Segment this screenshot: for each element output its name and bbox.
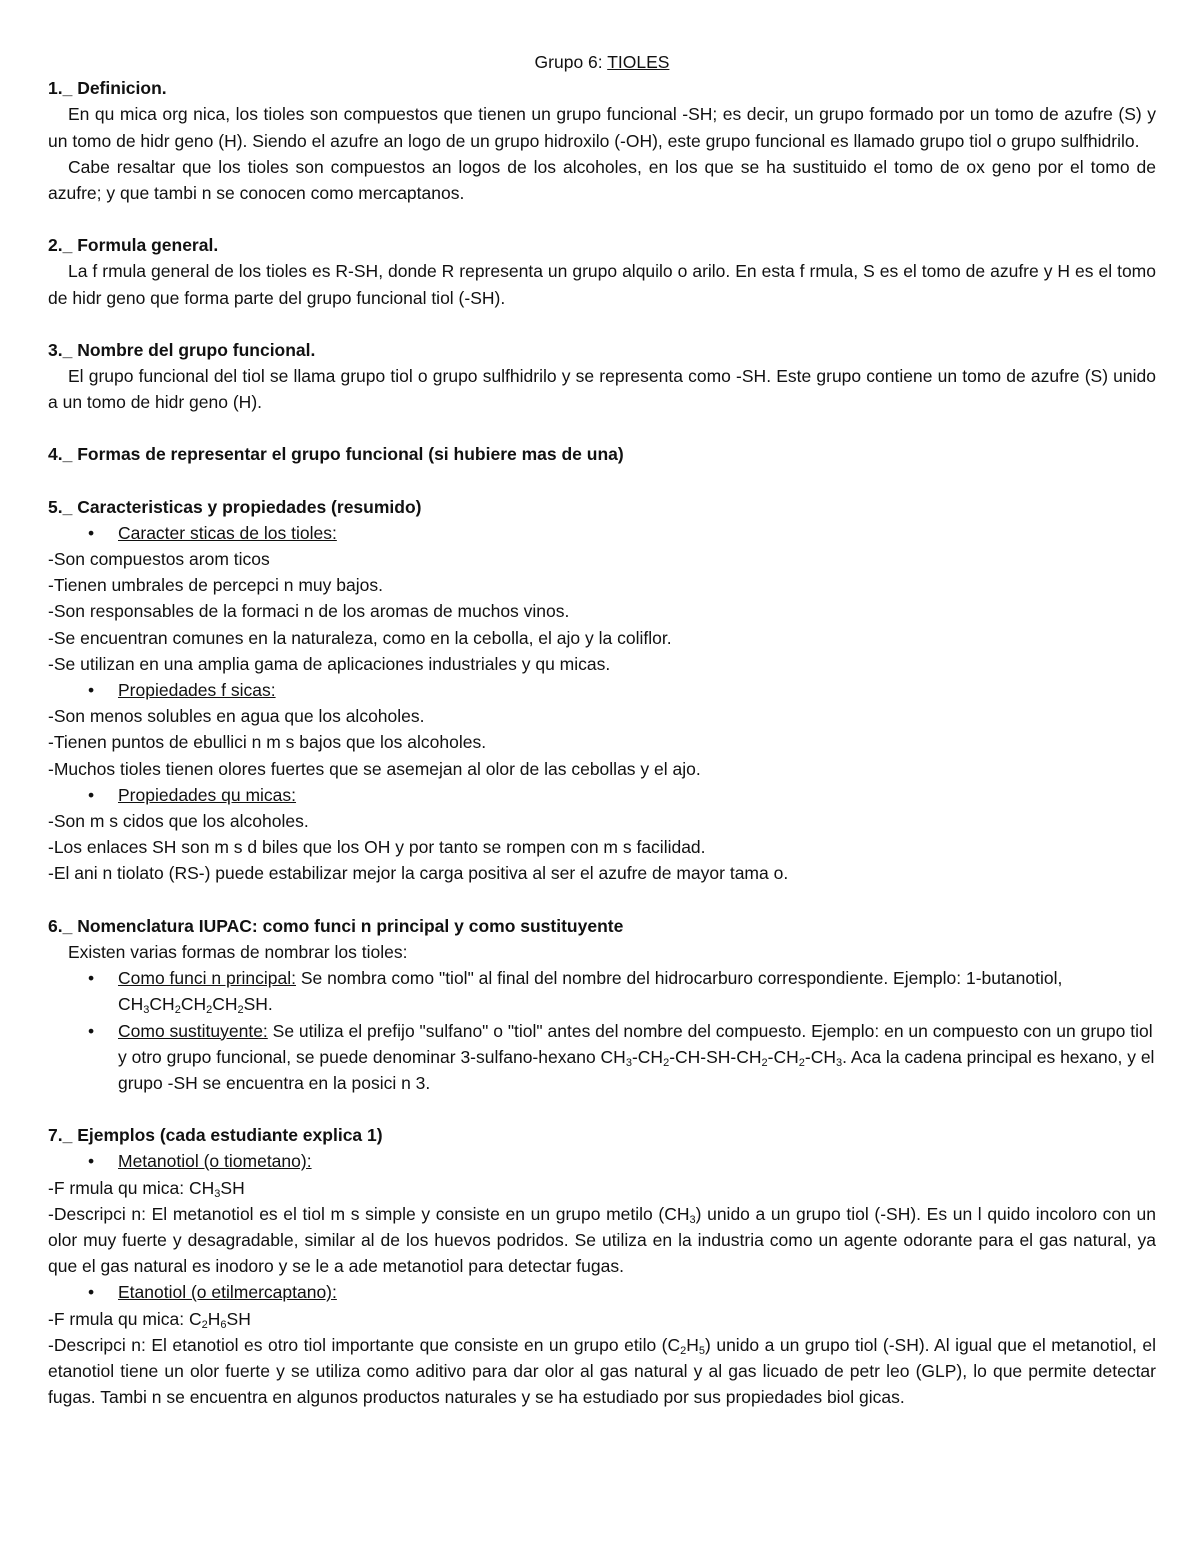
nomenclature-list [48, 965, 1156, 1096]
description-etanotiol: -Descripci n: El etanotiol es otro tiol importante que consiste en un grupo etilo $(C_2H_5)$ unido a un grupo tiol (-SH). Al igual que el metanotiol, el etanotiol tiene un olor fuerte y se utiliza como aditivo para dar olor al gas natural y al gas licuado de petr leo (GLP), lo que permite detectar fugas. Tambi n se encuentra en algunos productos naturales y se ha estudiado por sus propiedades biol gicas. [48, 1334, 1157, 1408]
bullet-item-sustituyente [48, 1018, 1156, 1097]
description-metanotiol: -Descripci n: El metanotiol es el tiol m s simple y consiste en un grupo metilo $(CH_3)$ unido a un grupo tiol (-SH). Es un l quido incoloro con un olor muy fuerte y desagradable, similar al de los huevos podridos. Se utiliza en la industria como un agente odorante para el gas natural, ya que el gas natural es inodoro y se le a ade metanotiol para detectar fugas. [48, 1203, 1156, 1277]
section-1-heading: 1._ Definicion. [48, 78, 167, 99]
list-item: -Se encuentran comunes en la naturaleza, como en la cebolla, el ajo y la coliflor. [48, 627, 672, 648]
bullet-item [48, 520, 1156, 546]
section-1-paragraph-2: Cabe resaltar que los tioles son compuestos an logos de los alcoholes, en los que se ha sustituido el tomo de ox geno por el tomo de azufre; y que tambi n se conocen como mercaptanos. [48, 156, 1156, 204]
list-item: -Los enlaces SH son m s d biles que los OH y por tanto se rompen con m s facilidad. [48, 837, 706, 858]
group-title-caracteristicas: Caracter sticas de los tioles: [118, 522, 337, 543]
bullet-item [48, 677, 1156, 703]
label-funcion-principal: Como funci n principal: [118, 968, 296, 989]
list-item: -Son compuestos arom ticos [48, 549, 270, 570]
bullet-list [48, 520, 1156, 546]
list-item: -Se utilizan en una amplia gama de aplicaciones industriales y qu micas. [48, 653, 611, 674]
bullet-icon: • [88, 784, 95, 805]
label-sustituyente: Como sustituyente: [118, 1020, 268, 1041]
section-4-heading: 4._ Formas de representar el grupo funcional (si hubiere mas de una) [48, 444, 624, 465]
bullet-item-principal [48, 965, 1156, 1017]
bullet-list [48, 677, 1156, 703]
group-title-quimicas: Propiedades qu micas: [118, 784, 297, 805]
bullet-item [48, 782, 1156, 808]
text-funcion-principal: Se nombra como "tiol" al final del nombre del hidrocarburo correspondiente. Ejemplo: 1-butanotiol, [296, 968, 1063, 989]
bullet-icon: • [88, 1282, 95, 1303]
section-6-intro: Existen varias formas de nombrar los tioles: [68, 941, 408, 962]
title-prefix: Grupo 6: [534, 52, 608, 72]
list-item: -Son responsables de la formaci n de los aromas de muchos vinos. [48, 601, 570, 622]
bullet-icon: • [88, 1151, 95, 1172]
bullet-list [48, 1279, 1156, 1305]
formula-hexano: $CH_3-CH_2-CH-SH-CH_2-CH_2-CH_3$. [600, 1046, 848, 1069]
bullet-item [48, 1279, 1156, 1305]
section-2-heading: 2._ Formula general. [48, 235, 219, 256]
title-topic: TIOLES [607, 52, 670, 72]
bullet-icon: • [88, 522, 95, 543]
formula-line-metanotiol: -F rmula qu mica: $CH_3SH$ [48, 1177, 245, 1200]
bullet-icon: • [88, 680, 95, 701]
example-title-metanotiol: Metanotiol (o tiometano): [118, 1151, 312, 1172]
section-2-paragraph: La f rmula general de los tioles es R-SH, donde R representa un grupo alquilo o arilo. En esta f rmula, S es el tomo de azufre y H es el tomo de hidr geno que forma parte del grupo funcional tiol (-SH). [48, 261, 1156, 308]
list-item: -El ani n tiolato (RS-) puede estabilizar mejor la carga positiva al ser el azufre de mayor tama o. [48, 863, 789, 884]
group-title-fisicas: Propiedades f sicas: [118, 680, 276, 701]
list-item: -Tienen puntos de ebullici n m s bajos que los alcoholes. [48, 732, 487, 753]
bullet-icon: • [88, 968, 95, 989]
list-item: -Son menos solubles en agua que los alcoholes. [48, 706, 425, 727]
bullet-list [48, 1148, 1156, 1174]
section-3-paragraph: El grupo funcional del tiol se llama grupo tiol o grupo sulfhidrilo y se representa como -SH. Este grupo contiene un tomo de azufre (S) unido a un tomo de hidr geno (H). [48, 366, 1156, 413]
text-sustituyente-tail: Aca la cadena principal es hexano, y el grupo -SH se encuentra en la posici n 3. [118, 1046, 1155, 1093]
section-3-heading: 3._ Nombre del grupo funcional. [48, 339, 316, 360]
bullet-list [48, 782, 1156, 808]
formula-butanotiol: $CH_3CH_2CH_2CH_2SH$. [118, 994, 273, 1017]
section-7-heading: 7._ Ejemplos (cada estudiante explica 1) [48, 1125, 383, 1146]
section-6-heading: 6._ Nomenclatura IUPAC: como funci n principal y como sustituyente [48, 915, 624, 936]
text-sustituyente: Se utiliza el prefijo "sulfano" o "tiol" antes del nombre del compuesto. Ejemplo: en un compuesto con un grupo tiol y otro grupo funcional, se puede denominar 3-sulfano-hexano [118, 1020, 1153, 1067]
section-5-heading: 5._ Caracteristicas y propiedades (resumido) [48, 496, 422, 517]
document-title [48, 49, 1156, 75]
list-item: -Tienen umbrales de percepci n muy bajos. [48, 575, 383, 596]
bullet-icon: • [88, 1020, 95, 1041]
section-1-paragraph-1: En qu mica org nica, los tioles son compuestos que tienen un grupo funcional -SH; es decir, un grupo formado por un tomo de azufre (S) y un tomo de hidr geno (H). Siendo el azufre an logo de un grupo hidroxilo (-OH), este grupo funcional es llamado grupo tiol o grupo sulfhidrilo. [48, 104, 1156, 151]
list-item: -Muchos tioles tienen olores fuertes que se asemejan al olor de las cebollas y el ajo. [48, 758, 701, 779]
example-title-etanotiol: Etanotiol (o etilmercaptano): [118, 1282, 337, 1303]
formula-line-etanotiol: -F rmula qu mica: $C_2H_6SH$ [48, 1308, 251, 1331]
bullet-item [48, 1148, 1156, 1174]
list-item: -Son m s cidos que los alcoholes. [48, 811, 309, 832]
